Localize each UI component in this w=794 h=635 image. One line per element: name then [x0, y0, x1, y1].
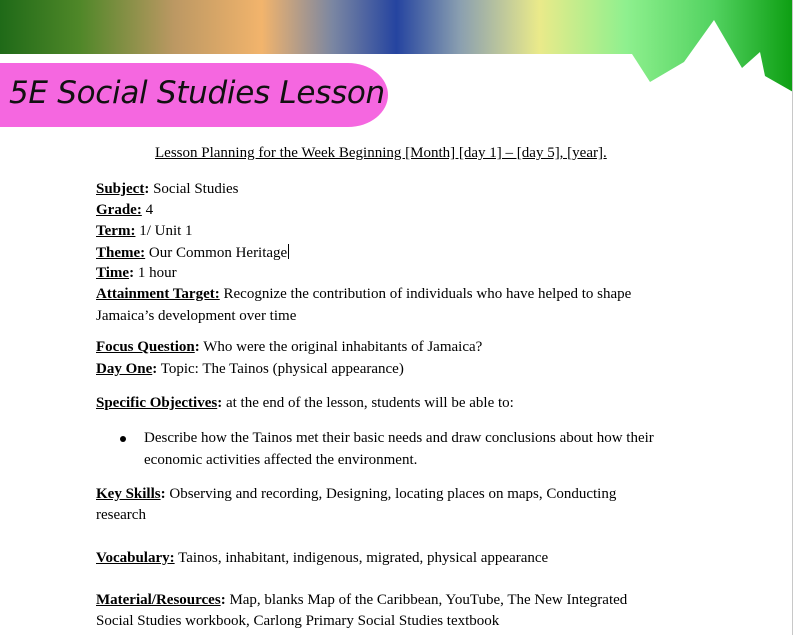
materials-label: Material/Resources — [96, 592, 221, 608]
objectives-line — [96, 395, 514, 412]
skills-value-2: research — [96, 507, 146, 523]
grade-line — [96, 202, 153, 219]
subject-sep: : — [144, 181, 150, 197]
focus-sep: : — [194, 339, 200, 355]
skills-sep: : — [160, 486, 166, 502]
skills-line-1 — [96, 486, 616, 503]
subject-value: Social Studies — [149, 181, 239, 197]
time-line — [96, 265, 177, 282]
vocabulary-line — [96, 550, 548, 567]
term-line — [96, 223, 193, 240]
attainment-value-1: Recognize the contribution of individuals who have helped to shape — [219, 286, 632, 302]
materials-value-2: Social Studies workbook, Carlong Primary Social Studies textbook — [96, 613, 500, 629]
day-one-label: Day One — [96, 361, 153, 377]
objective-bullet-1: Describe how the Tainos met their basic needs and draw conclusions about how their — [144, 430, 654, 446]
term-value: 1/ Unit 1 — [135, 223, 193, 239]
subject-label: Subject — [96, 181, 145, 197]
grade-value: 4 — [141, 202, 154, 218]
objective-bullet-2: economic activities affected the environment. — [144, 452, 418, 468]
time-label: Time — [96, 265, 130, 281]
focus-label: Focus Question — [96, 339, 195, 355]
subject-line — [96, 181, 239, 198]
grade-label: Grade: — [96, 202, 142, 218]
materials-sep: : — [220, 592, 226, 608]
lesson-title: 5E Social Studies Lesson — [9, 75, 385, 111]
skills-value-1: Observing and recording, Designing, locating places on maps, Conducting — [165, 486, 617, 502]
time-sep: : — [129, 265, 135, 281]
skills-label: Key Skills — [96, 486, 161, 502]
text-cursor — [288, 244, 289, 259]
time-value: 1 hour — [134, 265, 177, 281]
vocabulary-label: Vocabulary: — [96, 550, 175, 566]
materials-value-1: Map, blanks Map of the Caribbean, YouTube, The New Integrated — [225, 592, 628, 608]
objectives-label: Specific Objectives — [96, 395, 218, 411]
attainment-label: Attainment Target: — [96, 286, 220, 302]
objectives-sep: : — [217, 395, 223, 411]
week-heading: Lesson Planning for the Week Beginning [Month] [day 1] – [day 5], [year]. — [155, 145, 607, 161]
objectives-value: at the end of the lesson, students will be able to: — [222, 395, 514, 411]
term-label: Term: — [96, 223, 136, 239]
theme-line — [96, 244, 289, 262]
vocabulary-value: Tainos, inhabitant, indigenous, migrated, physical appearance — [174, 550, 549, 566]
day-one-value: Topic: The Tainos (physical appearance) — [157, 361, 404, 377]
theme-value[interactable]: Our Common Heritage — [145, 245, 288, 261]
day-one-sep: : — [152, 361, 158, 377]
materials-line-1 — [96, 592, 627, 609]
focus-value: Who were the original inhabitants of Jamaica? — [199, 339, 483, 355]
attainment-value-2: Jamaica’s development over time — [96, 308, 297, 324]
focus-line — [96, 339, 482, 356]
day-one-line — [96, 361, 404, 378]
bullet-icon — [120, 436, 126, 442]
attainment-line-1 — [96, 286, 631, 303]
theme-label: Theme: — [96, 245, 146, 261]
